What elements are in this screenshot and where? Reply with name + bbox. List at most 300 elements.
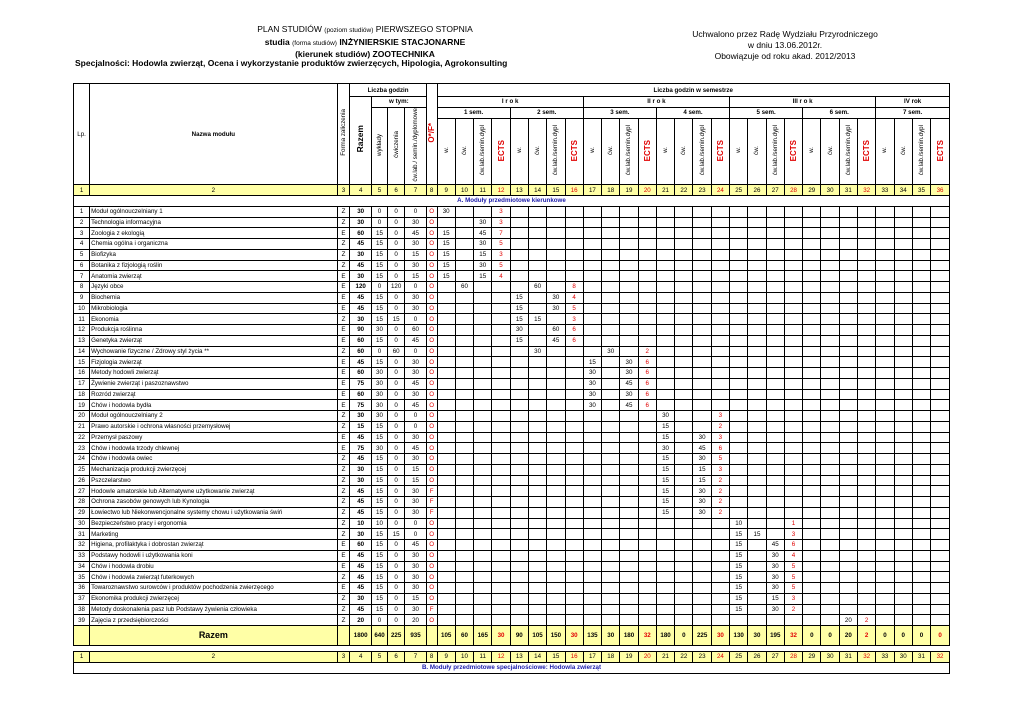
header-forma-text: Forma zaliczenia: [339, 109, 347, 157]
module-semester-cell: [748, 561, 766, 572]
module-exercises: 120: [388, 282, 405, 293]
module-name: Przemysł paszowy: [90, 432, 337, 443]
module-form: Z: [337, 529, 350, 540]
module-semester-cell: [474, 486, 492, 497]
module-semester-cell: [803, 357, 821, 368]
module-lectures: 15: [371, 507, 387, 518]
module-semester-cell: [894, 529, 912, 540]
module-semester-cell: [766, 464, 784, 475]
module-semester-cell: [455, 583, 473, 594]
module-semester-cell: 15: [656, 421, 674, 432]
header-cw: [675, 119, 693, 185]
module-semester-cell: 7: [492, 228, 510, 239]
module-semester-cell: [620, 615, 638, 626]
module-semester-cell: [474, 464, 492, 475]
module-name: Bezpieczeństwo pracy i ergonomia: [90, 518, 337, 529]
module-semester-cell: [602, 593, 620, 604]
module-semester-cell: [821, 260, 839, 271]
totals-value: 165: [474, 626, 492, 646]
module-semester-cell: [748, 282, 766, 293]
module-semester-cell: [547, 389, 565, 400]
module-semester-cell: [492, 303, 510, 314]
module-lectures: 0: [371, 217, 387, 228]
module-semester-cell: [693, 228, 711, 239]
module-semester-cell: [839, 303, 857, 314]
module-semester-cell: [528, 432, 546, 443]
module-semester-cell: [437, 561, 455, 572]
module-semester-cell: 15: [474, 271, 492, 282]
module-lectures: 15: [371, 314, 387, 325]
table-row: [74, 249, 950, 260]
module-total: 60: [350, 389, 372, 400]
module-labs: 0: [405, 411, 427, 422]
module-semester-cell: [474, 206, 492, 217]
module-semester-cell: [912, 217, 930, 228]
module-semester-cell: [492, 464, 510, 475]
module-semester-cell: [912, 540, 930, 551]
column-number: 35: [912, 185, 930, 196]
module-semester-cell: [931, 550, 950, 561]
header-cw: [894, 119, 912, 185]
module-lectures: 30: [371, 378, 387, 389]
module-semester-cell: [675, 325, 693, 336]
module-semester-cell: [821, 561, 839, 572]
module-semester-cell: [839, 217, 857, 228]
header-year: III r o k: [730, 97, 876, 108]
module-semester-cell: [474, 507, 492, 518]
totals-value: 640: [371, 626, 387, 646]
module-semester-cell: [803, 604, 821, 615]
module-lp: 32: [74, 540, 90, 551]
header-cwiczenia: [388, 107, 405, 185]
module-semester-cell: [474, 604, 492, 615]
module-name: Mikrobiologia: [90, 303, 337, 314]
module-semester-cell: [510, 389, 528, 400]
module-semester-cell: 45: [547, 335, 565, 346]
module-semester-cell: [912, 550, 930, 561]
module-semester-cell: [602, 249, 620, 260]
module-semester-cell: [839, 475, 857, 486]
column-number: 26: [748, 185, 766, 196]
header-cw: [528, 119, 546, 185]
module-lectures: 15: [371, 292, 387, 303]
module-semester-cell: [858, 593, 876, 604]
header-ects-text: ECTS: [862, 139, 872, 161]
module-semester-cell: 15: [656, 497, 674, 508]
module-semester-cell: [437, 507, 455, 518]
module-labs: 30: [405, 604, 427, 615]
module-exercises: 0: [388, 335, 405, 346]
module-semester-cell: [620, 593, 638, 604]
module-semester-cell: [583, 346, 601, 357]
module-semester-cell: [638, 282, 656, 293]
module-semester-cell: [748, 249, 766, 260]
module-semester-cell: [583, 249, 601, 260]
module-semester-cell: [821, 583, 839, 594]
module-semester-cell: [839, 486, 857, 497]
module-lectures: 15: [371, 540, 387, 551]
module-semester-cell: [547, 561, 565, 572]
module-semester-cell: [894, 464, 912, 475]
module-lp: 18: [74, 389, 90, 400]
header-forma: [337, 84, 350, 185]
module-semester-cell: [730, 239, 748, 250]
module-semester-cell: [437, 486, 455, 497]
module-lp: 2: [74, 217, 90, 228]
module-semester-cell: [711, 249, 729, 260]
module-semester-cell: 15: [510, 303, 528, 314]
module-semester-cell: [565, 206, 583, 217]
module-semester-cell: [711, 368, 729, 379]
module-semester-cell: [876, 239, 894, 250]
module-semester-cell: [565, 411, 583, 422]
header-of-text: O*/F*: [427, 122, 437, 143]
module-semester-cell: [474, 325, 492, 336]
module-semester-cell: [821, 486, 839, 497]
module-semester-cell: 3: [565, 314, 583, 325]
module-semester-cell: [675, 540, 693, 551]
module-semester-cell: [638, 411, 656, 422]
module-semester-cell: [839, 271, 857, 282]
module-semester-cell: 3: [784, 529, 802, 540]
module-semester-cell: [492, 400, 510, 411]
module-semester-cell: [528, 454, 546, 465]
module-semester-cell: [748, 604, 766, 615]
module-semester-cell: [876, 303, 894, 314]
module-semester-cell: [839, 497, 857, 508]
module-semester-cell: 15: [583, 357, 601, 368]
module-semester-cell: [748, 421, 766, 432]
module-semester-cell: [547, 260, 565, 271]
module-semester-cell: [656, 335, 674, 346]
module-semester-cell: [602, 561, 620, 572]
module-semester-cell: [748, 507, 766, 518]
module-semester-cell: [492, 378, 510, 389]
module-semester-cell: [876, 282, 894, 293]
module-semester-cell: 60: [528, 282, 546, 293]
module-semester-cell: [583, 314, 601, 325]
module-semester-cell: [931, 475, 950, 486]
module-form: E: [337, 282, 350, 293]
module-semester-cell: [894, 604, 912, 615]
module-semester-cell: [931, 228, 950, 239]
module-semester-cell: [474, 615, 492, 626]
module-semester-cell: [656, 206, 674, 217]
module-semester-cell: [510, 368, 528, 379]
module-semester-cell: [876, 325, 894, 336]
module-semester-cell: 30: [620, 389, 638, 400]
approval-line1: Uchwalono przez Radę Wydziału Przyrodniczego: [692, 29, 878, 39]
module-semester-cell: [876, 593, 894, 604]
header-ects-text: ECTS: [935, 139, 945, 161]
module-semester-cell: [803, 475, 821, 486]
module-labs: 0: [405, 314, 427, 325]
module-semester-cell: [876, 368, 894, 379]
module-semester-cell: 30: [528, 346, 546, 357]
module-semester-cell: [912, 239, 930, 250]
header-w-text: w.: [808, 147, 816, 154]
module-semester-cell: [876, 335, 894, 346]
module-semester-cell: [583, 550, 601, 561]
module-semester-cell: [638, 454, 656, 465]
module-semester-cell: [839, 411, 857, 422]
module-semester-cell: [858, 325, 876, 336]
module-semester-cell: [858, 217, 876, 228]
module-semester-cell: [620, 303, 638, 314]
column-number: 33: [876, 185, 894, 196]
module-semester-cell: [693, 314, 711, 325]
module-semester-cell: 30: [547, 292, 565, 303]
module-semester-cell: [876, 206, 894, 217]
module-semester-cell: [766, 507, 784, 518]
totals-value: 180: [656, 626, 674, 646]
module-semester-cell: [858, 454, 876, 465]
module-of: O: [426, 540, 437, 551]
module-form: E: [337, 540, 350, 551]
module-semester-cell: 45: [474, 228, 492, 239]
module-semester-cell: [583, 303, 601, 314]
column-number: 9: [437, 185, 455, 196]
module-name: Botanika z fizjologią roślin: [90, 260, 337, 271]
module-semester-cell: [931, 292, 950, 303]
module-semester-cell: [730, 357, 748, 368]
header-ects: [565, 119, 583, 185]
table-row: [74, 282, 950, 293]
module-semester-cell: [510, 357, 528, 368]
module-semester-cell: [492, 529, 510, 540]
module-semester-cell: [858, 368, 876, 379]
module-semester-cell: [748, 292, 766, 303]
module-lectures: 15: [371, 604, 387, 615]
module-semester-cell: [474, 303, 492, 314]
header-cw-lab-short: [912, 119, 930, 185]
module-semester-cell: [784, 325, 802, 336]
module-semester-cell: [876, 572, 894, 583]
module-semester-cell: [858, 475, 876, 486]
header-year: IV rok: [876, 97, 950, 108]
module-semester-cell: [510, 572, 528, 583]
table-row: [74, 271, 950, 282]
module-semester-cell: [821, 604, 839, 615]
header-ects: [638, 119, 656, 185]
module-semester-cell: [492, 389, 510, 400]
module-lectures: 30: [371, 411, 387, 422]
module-semester-cell: [858, 550, 876, 561]
module-semester-cell: [474, 357, 492, 368]
module-semester-cell: [858, 335, 876, 346]
module-semester-cell: 3: [492, 206, 510, 217]
module-semester-cell: [675, 454, 693, 465]
module-lectures: 30: [371, 368, 387, 379]
module-form: E: [337, 378, 350, 389]
module-exercises: 0: [388, 325, 405, 336]
module-semester-cell: [656, 249, 674, 260]
module-semester-cell: [565, 271, 583, 282]
module-semester-cell: [620, 335, 638, 346]
module-lp: 26: [74, 475, 90, 486]
module-semester-cell: [839, 454, 857, 465]
module-semester-cell: [510, 561, 528, 572]
module-semester-cell: 30: [766, 572, 784, 583]
module-labs: 15: [405, 593, 427, 604]
module-semester-cell: [711, 206, 729, 217]
module-semester-cell: [455, 593, 473, 604]
module-semester-cell: [821, 357, 839, 368]
module-semester-cell: [528, 615, 546, 626]
table-row: [74, 443, 950, 454]
column-number: 6: [388, 652, 405, 663]
module-semester-cell: [528, 206, 546, 217]
module-total: 30: [350, 206, 372, 217]
header-semester-hours: Liczba godzin w semestrze: [437, 84, 949, 97]
module-semester-cell: [766, 615, 784, 626]
totals-value: 90: [510, 626, 528, 646]
module-semester-cell: [748, 357, 766, 368]
module-semester-cell: [894, 518, 912, 529]
header-semester: 7 sem.: [876, 107, 950, 118]
module-semester-cell: [528, 400, 546, 411]
module-semester-cell: [803, 464, 821, 475]
module-semester-cell: [876, 292, 894, 303]
module-labs: 0: [405, 206, 427, 217]
module-semester-cell: [528, 411, 546, 422]
module-semester-cell: 15: [437, 239, 455, 250]
module-semester-cell: [620, 421, 638, 432]
table-row: [74, 615, 950, 626]
column-number: 2: [90, 185, 337, 196]
module-semester-cell: [912, 271, 930, 282]
column-number: 4: [350, 185, 372, 196]
module-lp: 22: [74, 432, 90, 443]
module-semester-cell: [894, 368, 912, 379]
table-row: [74, 389, 950, 400]
module-total: 20: [350, 615, 372, 626]
module-semester-cell: [912, 572, 930, 583]
module-semester-cell: [583, 529, 601, 540]
module-semester-cell: 15: [656, 454, 674, 465]
module-total: 45: [350, 260, 372, 271]
module-form: E: [337, 583, 350, 594]
module-semester-cell: [693, 411, 711, 422]
column-number: 28: [784, 652, 802, 663]
module-semester-cell: [675, 239, 693, 250]
module-of: O: [426, 400, 437, 411]
module-semester-cell: [528, 518, 546, 529]
module-semester-cell: [528, 217, 546, 228]
module-semester-cell: [858, 303, 876, 314]
table-row: [74, 325, 950, 336]
module-semester-cell: [437, 529, 455, 540]
module-semester-cell: [894, 421, 912, 432]
module-semester-cell: [821, 389, 839, 400]
module-semester-cell: [912, 249, 930, 260]
module-semester-cell: [492, 346, 510, 357]
module-semester-cell: [730, 421, 748, 432]
module-lectures: 15: [371, 271, 387, 282]
module-semester-cell: [876, 518, 894, 529]
module-semester-cell: [565, 228, 583, 239]
header-cw-text: ćw.: [680, 145, 688, 155]
module-semester-cell: [656, 400, 674, 411]
column-number: 21: [656, 185, 674, 196]
module-semester-cell: [711, 346, 729, 357]
module-semester-cell: [894, 314, 912, 325]
module-semester-cell: [455, 271, 473, 282]
module-semester-cell: [803, 572, 821, 583]
module-semester-cell: [803, 239, 821, 250]
table-row: [74, 260, 950, 271]
module-semester-cell: 30: [693, 507, 711, 518]
module-semester-cell: [839, 325, 857, 336]
module-semester-cell: [510, 346, 528, 357]
column-number: 23: [693, 185, 711, 196]
module-semester-cell: [602, 421, 620, 432]
header-semester: 4 sem.: [656, 107, 729, 118]
module-labs: 30: [405, 260, 427, 271]
table-row: [74, 378, 950, 389]
module-semester-cell: [876, 411, 894, 422]
module-semester-cell: [912, 411, 930, 422]
module-name: Chów i hodowla owiec: [90, 454, 337, 465]
module-semester-cell: [876, 400, 894, 411]
module-semester-cell: [711, 325, 729, 336]
module-semester-cell: [876, 507, 894, 518]
module-total: 120: [350, 282, 372, 293]
module-semester-cell: [730, 454, 748, 465]
module-semester-cell: [766, 292, 784, 303]
module-semester-cell: [766, 335, 784, 346]
module-semester-cell: [730, 292, 748, 303]
module-exercises: 0: [388, 228, 405, 239]
module-semester-cell: [547, 239, 565, 250]
totals-value: 135: [583, 626, 601, 646]
column-number: 26: [748, 652, 766, 663]
module-semester-cell: [620, 550, 638, 561]
module-exercises: 15: [388, 314, 405, 325]
totals-value: 60: [455, 626, 473, 646]
module-semester-cell: [602, 443, 620, 454]
module-lp: 39: [74, 615, 90, 626]
module-form: E: [337, 400, 350, 411]
module-semester-cell: [931, 389, 950, 400]
module-semester-cell: [675, 346, 693, 357]
module-semester-cell: [821, 454, 839, 465]
module-lectures: 0: [371, 615, 387, 626]
module-lp: 27: [74, 486, 90, 497]
module-semester-cell: [931, 411, 950, 422]
module-semester-cell: [711, 400, 729, 411]
module-lp: 20: [74, 411, 90, 422]
module-semester-cell: [656, 228, 674, 239]
module-semester-cell: [620, 411, 638, 422]
totals-value: 150: [547, 626, 565, 646]
module-semester-cell: [766, 486, 784, 497]
module-semester-cell: [876, 228, 894, 239]
module-semester-cell: [602, 583, 620, 594]
module-semester-cell: [565, 507, 583, 518]
module-semester-cell: [803, 389, 821, 400]
module-semester-cell: [912, 561, 930, 572]
header-cw-text: ćw.: [607, 145, 615, 155]
module-semester-cell: [693, 593, 711, 604]
module-lectures: 15: [371, 593, 387, 604]
module-semester-cell: [912, 421, 930, 432]
module-semester-cell: [711, 335, 729, 346]
module-semester-cell: [602, 239, 620, 250]
module-semester-cell: [711, 282, 729, 293]
module-semester-cell: [437, 217, 455, 228]
header-razem-text: Razem: [355, 125, 366, 153]
